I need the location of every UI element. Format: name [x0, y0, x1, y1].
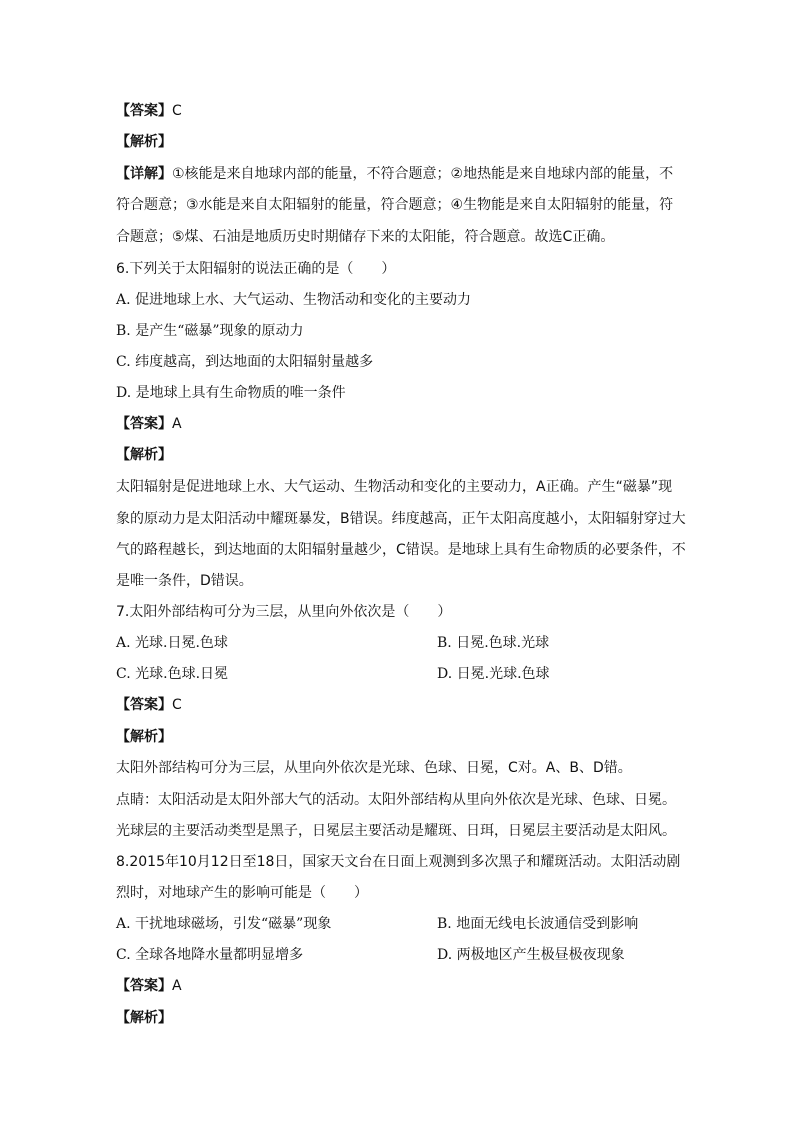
- answer-value: A: [172, 416, 182, 432]
- q6-analysis-heading: [116, 444, 172, 466]
- q7-analysis-line-1: 太阳外部结构可分为三层，从里向外依次是光球、色球、日冕，C对。A、B、D错。: [116, 760, 632, 776]
- q6-option-a: A. 促进地球上水、大气运动、生物活动和变化的主要动力: [116, 292, 472, 308]
- q6-analysis-line-1: 太阳辐射是促进地球上水、大气运动、生物活动和变化的主要动力，A正确。产生“磁暴”现: [116, 479, 673, 495]
- answer-value: C: [172, 103, 182, 119]
- question-7-stem: 7.太阳外部结构可分为三层，从里向外依次是（ ）: [116, 604, 452, 620]
- detail-line-2: 符合题意；③水能是来自太阳辐射的能量，符合题意；④生物能是来自太阳辐射的能量，符: [116, 197, 674, 213]
- answer-value: C: [172, 697, 182, 713]
- detail-text: ①核能是来自地球内部的能量，不符合题意；②地热能是来自地球内部的能量，不: [172, 166, 674, 182]
- answer-value: A: [172, 978, 182, 994]
- question-6-stem: 6.下列关于太阳辐射的说法正确的是（ ）: [116, 261, 396, 277]
- q6-answer-line: [116, 413, 182, 435]
- q7-option-c: C. 光球.色球.日冕: [116, 666, 229, 682]
- detail-tag: 【详解】: [116, 166, 172, 182]
- q7-analysis-line-3: 光球层的主要活动类型是黑子，日冕层主要活动是耀斑、日珥，日冕层主要活动是太阳风。: [116, 823, 676, 839]
- q7-option-d: D. 日冕.光球.色球: [437, 666, 550, 682]
- q8-option-c: C. 全球各地降水量都明显增多: [116, 947, 304, 963]
- analysis-tag: 【解析】: [116, 134, 172, 150]
- q6-analysis-line-4: 是唯一条件，D错误。: [116, 573, 253, 589]
- answer-tag: 【答案】: [116, 103, 172, 119]
- q6-option-b: B. 是产生“磁暴”现象的原动力: [116, 323, 304, 339]
- q8-option-b: B. 地面无线电长波通信受到影响: [437, 916, 639, 932]
- analysis-tag: 【解析】: [116, 1010, 172, 1026]
- q6-option-d: D. 是地球上具有生命物质的唯一条件: [116, 385, 346, 401]
- q7-analysis-heading: [116, 726, 172, 748]
- detail-line-3: 合题意；⑤煤、石油是地质历史时期储存下来的太阳能，符合题意。故选C正确。: [116, 229, 615, 245]
- q7-option-b: B. 日冕.色球.光球: [437, 635, 550, 651]
- q7-analysis-line-2: 点睛：太阳活动是太阳外部大气的活动。太阳外部结构从里向外依次是光球、色球、日冕。: [116, 792, 676, 808]
- detail-line-1: [116, 163, 673, 185]
- question-8-stem-line-2: 烈时，对地球产生的影响可能是（ ）: [116, 885, 368, 901]
- q7-option-a: A. 光球.日冕.色球: [116, 635, 228, 651]
- q8-answer-line: [116, 975, 182, 997]
- analysis-tag: 【解析】: [116, 447, 172, 463]
- q6-option-c: C. 纬度越高，到达地面的太阳辐射量越多: [116, 354, 374, 370]
- q7-answer-line: [116, 694, 182, 716]
- answer-tag: 【答案】: [116, 697, 172, 713]
- q6-analysis-line-3: 气的路程越长，到达地面的太阳辐射量越少，C错误。是地球上具有生命物质的必要条件，不: [116, 542, 686, 558]
- q8-option-a: A. 干扰地球磁场，引发“磁暴”现象: [116, 916, 332, 932]
- q8-analysis-heading: [116, 1007, 172, 1029]
- analysis-heading: [116, 131, 172, 153]
- answer-tag: 【答案】: [116, 416, 172, 432]
- answer-tag: 【答案】: [116, 978, 172, 994]
- q6-analysis-line-2: 象的原动力是太阳活动中耀斑暴发，B错误。纬度越高，正午太阳高度越小，太阳辐射穿过大: [116, 511, 686, 527]
- q8-option-d: D. 两极地区产生极昼极夜现象: [437, 947, 625, 963]
- analysis-tag: 【解析】: [116, 729, 172, 745]
- question-8-stem-line-1: 8.2015年10月12日至18日，国家天文台在日面上观测到多次黑子和耀斑活动。太阳活动剧: [116, 854, 681, 870]
- answer-line: [116, 100, 182, 122]
